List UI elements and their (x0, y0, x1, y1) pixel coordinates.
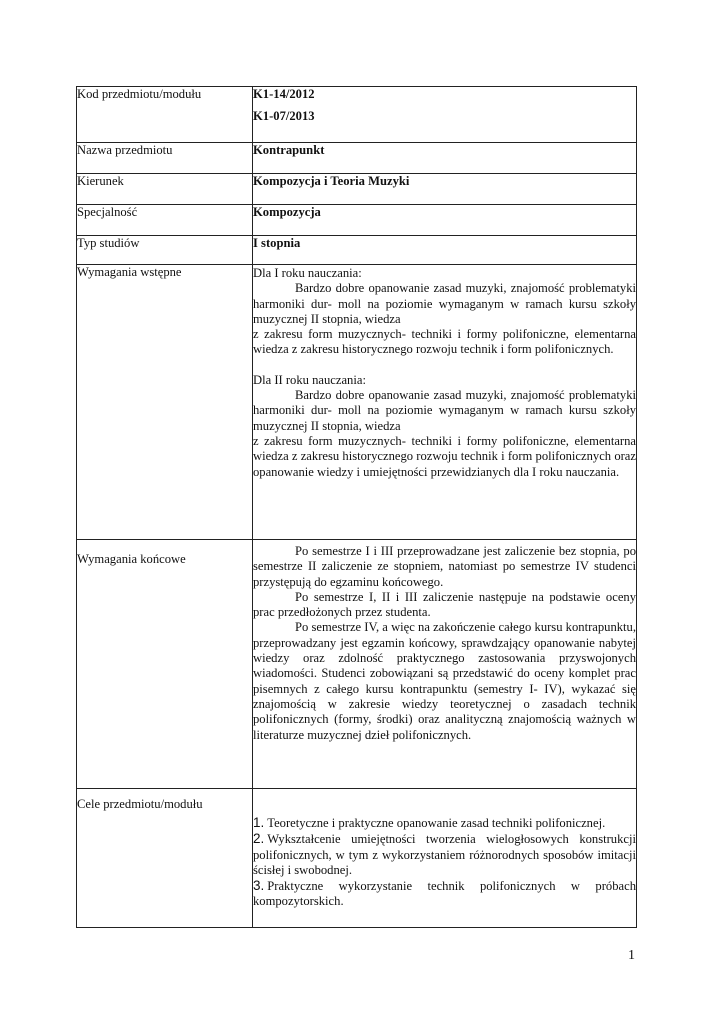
value-kierunek: Kompozycja i Teoria Muzyki (253, 174, 637, 205)
row-kod (77, 87, 637, 143)
syllabus-table (76, 86, 637, 928)
label-kierunek: Kierunek (77, 174, 253, 205)
final-para-3: Po semestrze IV, a więc na zakończenie całego kursu kontrapunktu, przeprowadzany jest egzamin końcowy, sprawdzający opanowanie nabytej wiedzy oraz zdolność praktycznego zastosowania przyswojonych wiadomości. Studenci zobowiązani są przedstawić do oceny komplet prac pisemnych z całego kursu kontrapunktu (semestry I- IV), wykazać się znajomością w zakresie wiedzy teoretycznej o zasadach technik polifonicznych (formy, środki) oraz analityczną znajomością ważnych w literaturze muzycznej dzieł polifonicznych. (253, 620, 636, 742)
final-para-2: Po semestrze I, II i III zaliczenie następuje na podstawie oceny prac przedłożonych przez studenta. (253, 589, 636, 620)
label-typ: Typ studiów (77, 236, 253, 265)
goal-number: 3. (253, 878, 265, 894)
value-wymagania-wstepne (253, 265, 637, 540)
kod-value-2: K1-07/2013 (253, 109, 315, 123)
year1-text: Bardzo dobre opanowanie zasad muzyki, znajomość problematyki harmoniki dur- moll na poziomie wymaganym w ramach kursu szkoły muzycznej II stopnia, wiedza (253, 281, 636, 326)
row-wymagania-koncowe (77, 540, 637, 789)
row-cele (77, 789, 637, 928)
value-typ: I stopnia (253, 236, 637, 265)
page-number: 1 (628, 948, 635, 963)
value-kod (253, 87, 637, 143)
year2-text: Bardzo dobre opanowanie zasad muzyki, znajomość problematyki harmoniki dur- moll na poziomie wymaganym w ramach kursu szkoły muzycznej II stopnia, wiedza (253, 388, 636, 433)
year2-text-cont: z zakresu form muzycznych- techniki i formy polifoniczne, elementarna wiedza z zakresu historycznego rozwoju technik i form polifonicznych oraz opanowanie wiedzy i umiejętności przewidzianych dla I roku nauczania. (253, 433, 636, 479)
final-para-1: Po semestrze I i III przeprowadzane jest zaliczenie bez stopnia, po semestrze II zaliczenie ze stopniem, natomiast po semestrze IV studenci przystępują do egzaminu końcowego. (253, 544, 636, 589)
year2-heading: Dla II roku nauczania: (253, 372, 366, 387)
row-typ (77, 236, 637, 265)
goal-text: Wykształcenie umiejętności tworzenia wielogłosowych konstrukcji polifonicznych, w tym z wykorzystaniem różnorodnych sposobów imitacji ścisłej i swobodnej. (253, 832, 636, 877)
year1-text-cont: z zakresu form muzycznych- techniki i formy polifoniczne, elementarna wiedza z zakresu historycznego rozwoju technik i form polifonicznych. (253, 327, 636, 357)
goal-item (253, 878, 636, 910)
label-wymagania-koncowe: Wymagania końcowe (77, 540, 253, 789)
row-specjalnosc (77, 205, 637, 236)
value-specjalnosc: Kompozycja (253, 205, 637, 236)
label-wymagania-wstepne: Wymagania wstępne (77, 265, 253, 540)
value-wymagania-koncowe (253, 540, 637, 789)
label-nazwa: Nazwa przedmiotu (77, 143, 253, 174)
label-specjalnosc: Specjalność (77, 205, 253, 236)
label-cele: Cele przedmiotu/modułu (77, 789, 253, 928)
goal-item (253, 815, 636, 831)
value-nazwa: Kontrapunkt (253, 143, 637, 174)
goal-number: 1. (253, 815, 265, 830)
label-kod: Kod przedmiotu/modułu (77, 87, 253, 143)
row-nazwa (77, 143, 637, 174)
row-kierunek (77, 174, 637, 205)
goal-number: 2. (253, 831, 265, 847)
goal-text: Praktyczne wykorzystanie technik polifonicznych w próbach kompozytorskich. (253, 879, 636, 909)
kod-value-1: K1-14/2012 (253, 87, 315, 101)
value-cele (253, 789, 637, 928)
goal-item (253, 831, 636, 878)
row-wymagania-wstepne (77, 265, 637, 540)
year1-heading: Dla I roku nauczania: (253, 266, 362, 280)
goal-text: Teoretyczne i praktyczne opanowanie zasad techniki polifonicznej. (267, 816, 606, 830)
